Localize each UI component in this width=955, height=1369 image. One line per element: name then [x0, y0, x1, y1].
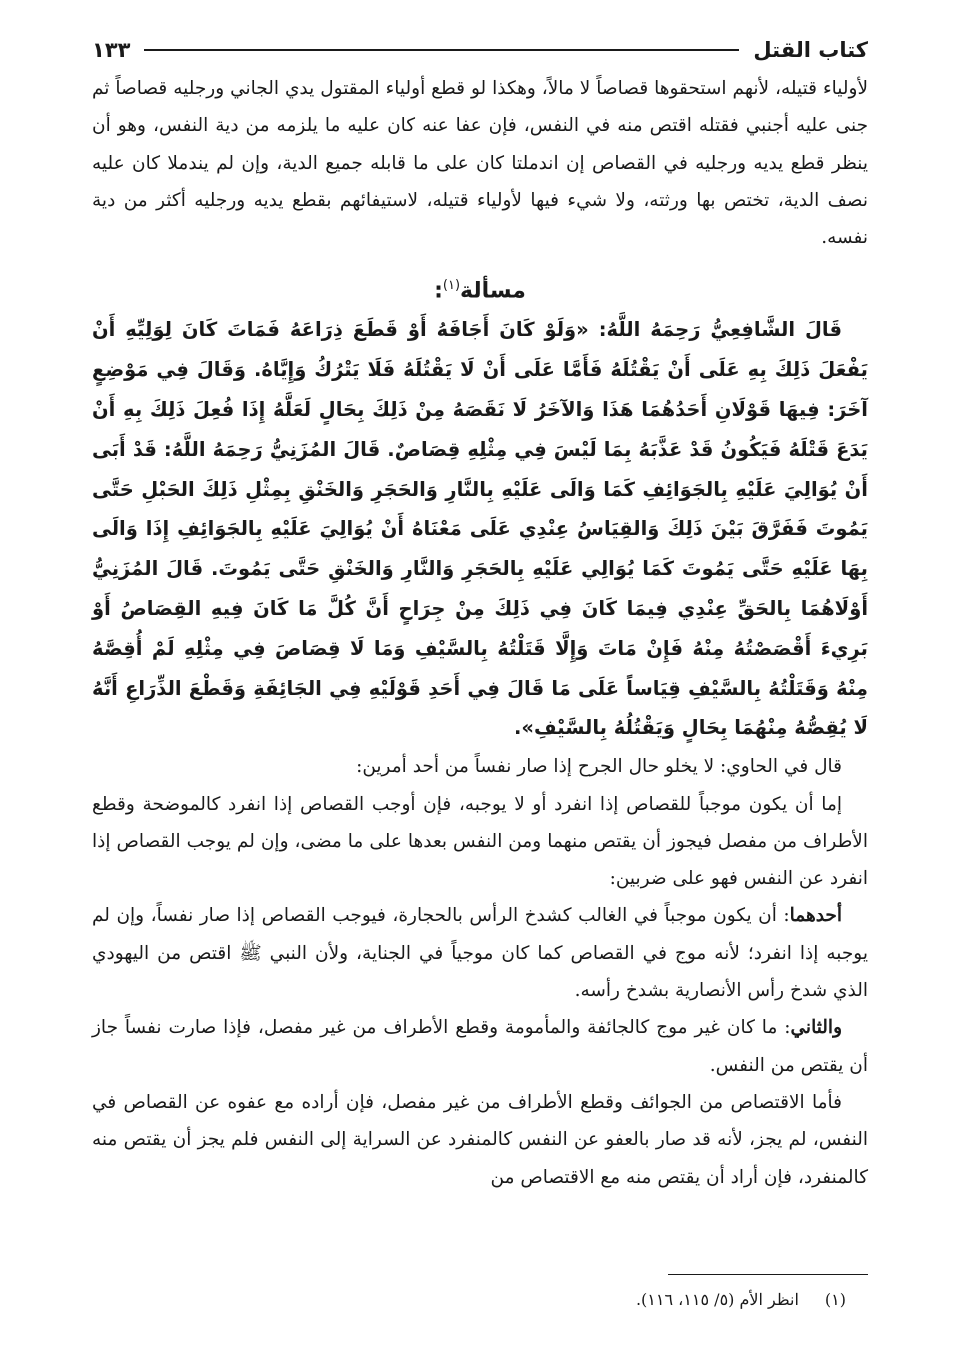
footnote-marker[interactable]: (١): [442, 278, 461, 294]
first-type-text: : أن يكون موجباً في الغالب كشدخ الرأس بالحجارة، فيوجب القصاص إذا صار نفساً، وإن لم يوجبه إذا انفرد؛ لأنه موج في القصاص كما كان موجياً في الجناية، ولأن النبي ﷺ اقتص من اليهودي الذي شدخ رأس الأنصارية بشدخ رأسه.: [92, 905, 868, 1002]
page: [92, 30, 868, 1196]
retaliation-paragraph: فأما الاقتصاص من الجوائف وقطع الأطراف من غير مفصل، فإن أراده مع عفوه عن القصاص في النفس، لم يجز، لأنه قد صار بالعفو عن النفس كالمنفرد عن السراية إلى النفس فلم يجز أن يقتص منه كالمنفرد، فإن أراد أن يقتص منه مع الاقتصاص من: [92, 1091, 868, 1188]
chapter-title: كتاب القتل: [753, 38, 868, 62]
second-type-paragraph: [92, 1009, 868, 1084]
section-heading-colon: :: [434, 278, 443, 304]
second-type-text: : ما كان غير موج كالجائفة والمأمومة وقطع الأطراف من غير مفصل، فإذا صارت نفساً جاز أن يقتص من النفس.: [92, 1017, 868, 1076]
footnote-rule: [668, 1274, 868, 1275]
running-header: [92, 30, 868, 70]
page-number: ١٣٣: [92, 38, 131, 62]
first-case-paragraph: إما أن يكون موجباً للقصاص إذا انفرد أو لا يوجبه، فإن أوجب القصاص إذا انفرد كالموضحة وقطع الأطراف من مفصل فيجوز أن يقتص منهما ومن النفس بعدها على ما مضى، وإن لم يوجب القصاص إذا انفرد عن النفس فهو على ضربين:: [92, 793, 868, 890]
second-type-lead: والثاني: [790, 1017, 842, 1039]
footnote-number: (١): [824, 1290, 846, 1309]
footnote: [92, 1287, 868, 1313]
header-rule: [144, 49, 739, 51]
section-heading-label: مسألة: [460, 278, 526, 304]
footnote-text: انظر الأم (٥/ ١١٥، ١١٦).: [635, 1290, 799, 1309]
first-type-lead: أحدهما: [789, 905, 842, 927]
first-type-paragraph: [92, 897, 868, 1009]
section-heading: [92, 256, 868, 310]
shafii-quote: قَالَ الشَّافِعِيُّ رَحِمَهُ اللَّهُ: «وَلَوْ كَانَ أَجَافَهُ أَوْ قَطَعَ ذِرَاعَهُ فَمَاتَ كَانَ لِوَلِيِّهِ أَنْ يَفْعَلَ ذَلِكَ بِهِ عَلَى أَنْ يَقْتُلَهُ فَأَمَّا عَلَى أَنْ لَا يَقْتُلَهُ فَلَا يَتْرُكُ وَإِيَّاهُ. وَقَالَ فِي مَوْضِعٍ آخَرَ: فِيهَا قَوْلَانِ أَحَدُهُمَا هَذَا وَالآخَرُ لَا نَقَصَهُ مِنْ ذَلِكَ بِحَالٍ لَعَلَّهُ إِذَا فُعِلَ ذَلِكَ بِهِ أَنْ يَدَعَ قَتْلَهُ فَيَكُونُ قَدْ عَذَّبَهُ بِمَا لَيْسَ فِي مِثْلِهِ قِصَاصٌ. قَالَ المُزَنِيُّ رَحِمَهُ اللَّهُ: قَدْ أَبَى أَنْ يُوَالِيَ عَلَيْهِ بِالجَوَائِفِ كَمَا وَالَى عَلَيْهِ بِالنَّارِ وَالحَجَرِ وَالخَنْقِ بِمِثْلِ ذَلِكَ الحَبْلِ حَتَّى يَمُوتَ فَفَرَّقَ بَيْنَ ذَلِكَ وَالقِيَاسُ عِنْدِي عَلَى مَعْنَاهُ أَنْ يُوَالِيَ عَلَيْهِ بِالجَوَائِفِ إِذَا وَالَى بِهَا عَلَيْهِ حَتَّى يَمُوتَ كَمَا يُوَالِي عَلَيْهِ بِالحَجَرِ وَالنَّارِ وَالخَنْقِ حَتَّى يَمُوتَ. قَالَ المُزَنِيُّ أَوْلَاهُمَا بِالحَقِّ عِنْدِي فِيمَا كَانَ فِي ذَلِكَ مِنْ جِرَاحٍ أَنَّ كُلَّ مَا كَانَ فِيهِ القِصَاصُ أَوْ بَرِيءَ أَقْصَصْتُهُ مِنْهُ فَإِنْ مَاتَ وَإِلَّا قَتَلْتُهُ بِالسَّيْفِ وَمَا لَا قِصَاصَ فِي مِثْلِهِ لَمْ أُقِصَّهُ مِنْهُ وَقَتَلْتُهُ بِالسَّيْفِ قِيَاساً عَلَى مَا قَالَ فِي أَحَدِ قَوْلَيْهِ فِي الجَائِفَةِ وَقَطْعَ الذِّرَاعِ أَنَّهُ لَا يُقِصُّهُ مِنْهُمَا بِحَالٍ وَيَقْتُلُهُ بِالسَّيْفِ».: [92, 318, 868, 740]
footnote-area: [92, 1274, 868, 1313]
hawi-paragraph: قال في الحاوي: لا يخلو حال الجرح إذا صار نفساً من أحد أمرين:: [356, 756, 842, 778]
intro-paragraph: لأولياء قتيله، لأنهم استحقوها قصاصاً لا مالاً، وهكذا لو قطع أولياء المقتول يدي الجاني ورجليه قصاصاً ثم جنى عليه أجنبي فقتله اقتص منه في النفس، فإن عفا عنه كان عليه ما يلزمه من دية النفس، وهو أن ينظر قطع يديه ورجليه في القصاص إن اندملتا كان على ما قابله جميع الدية، وإن لم يندملا كان عليه نصف الدية، تختص بها ورثته، ولا شيء فيها لأولياء قتيله، لاستيفائهم بقطع يديه ورجليه أكثر من دية نفسه.: [92, 78, 868, 249]
